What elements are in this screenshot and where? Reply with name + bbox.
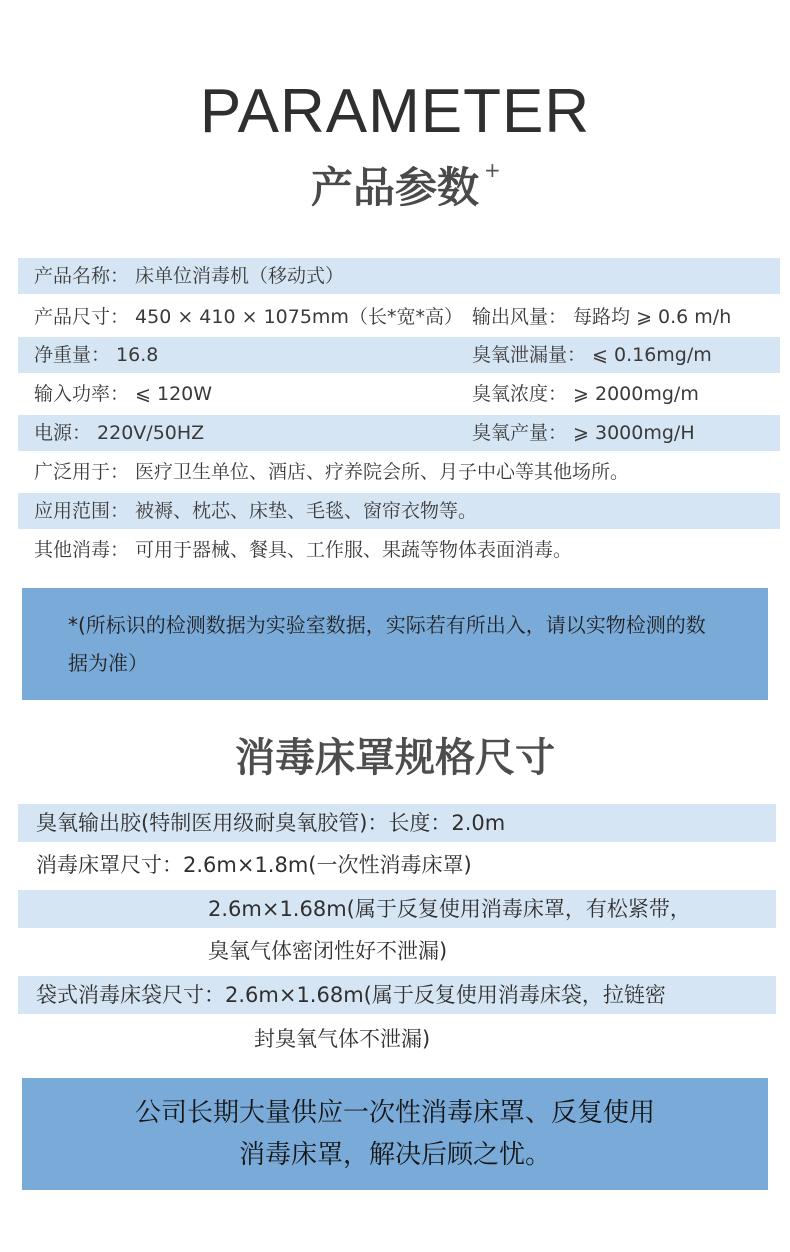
param-left: 广泛用于： 医疗卫生单位、酒店、疗养院会所、月子中心等其他场所。 — [34, 461, 630, 483]
spec-text: 臭氧气体密闭性好不泄漏) — [208, 939, 448, 963]
spec-row — [18, 1020, 776, 1058]
param-left: 电源： 220V/50HZ — [34, 422, 205, 444]
param-row — [18, 299, 780, 335]
param-right: 臭氧浓度： ⩾ 2000mg/m — [472, 383, 699, 405]
param-right: 臭氧产量： ⩾ 3000mg/H — [472, 422, 695, 444]
spec-text: 消毒床罩尺寸：2.6m×1.8m(一次性消毒床罩) — [36, 853, 472, 877]
spec-row — [18, 890, 776, 928]
param-row — [18, 532, 780, 568]
spec-row — [18, 932, 776, 970]
spec-row — [18, 804, 776, 842]
spec-row — [18, 976, 776, 1014]
supply-banner — [22, 1078, 768, 1190]
page-title-cn: 产品参数 — [310, 163, 479, 212]
spec-text: 封臭氧气体不泄漏) — [254, 1027, 431, 1051]
spec-text: 臭氧输出胶(特制医用级耐臭氧胶管)：长度：2.0m — [36, 811, 506, 835]
param-left: 净重量： 16.8 — [34, 344, 159, 366]
param-row — [18, 493, 780, 529]
plus-mark: + — [484, 158, 501, 182]
spec-text: 袋式消毒床袋尺寸：2.6m×1.68m(属于反复使用消毒床袋，拉链密 — [36, 983, 666, 1007]
param-left: 其他消毒： 可用于器械、餐具、工作服、果蔬等物体表面消毒。 — [34, 539, 573, 561]
spec-row — [18, 846, 776, 884]
param-left: 产品名称： 床单位消毒机（移动式） — [34, 265, 345, 287]
page-title-en: PARAMETER — [199, 77, 591, 146]
disclaimer-note: *(所标识的检测数据为实验室数据，实际若有所出入，请以实物检测的数据为准） — [22, 588, 768, 700]
param-row — [18, 258, 780, 294]
param-row — [18, 454, 780, 490]
param-left: 应用范围： 被褥、枕芯、床垫、毛毯、窗帘衣物等。 — [34, 500, 478, 522]
param-left: 输入功率： ⩽ 120W — [34, 383, 213, 405]
param-right: 臭氧泄漏量： ⩽ 0.16mg/m — [472, 344, 712, 366]
param-row — [18, 376, 780, 412]
param-right: 输出风量： 每路均 ⩾ 0.6 m/h — [472, 306, 732, 328]
param-row — [18, 415, 780, 451]
supply-line-2: 消毒床罩，解决后顾之忧。 — [238, 1140, 551, 1170]
param-left: 产品尺寸： 450 × 410 × 1075mm（长*宽*高） — [34, 306, 463, 328]
spec-text: 2.6m×1.68m(属于反复使用消毒床罩，有松紧带， — [208, 897, 691, 921]
spec-title: 消毒床罩规格尺寸 — [235, 735, 555, 781]
supply-line-1: 公司长期大量供应一次性消毒床罩、反复使用 — [134, 1098, 655, 1128]
param-row — [18, 337, 780, 373]
